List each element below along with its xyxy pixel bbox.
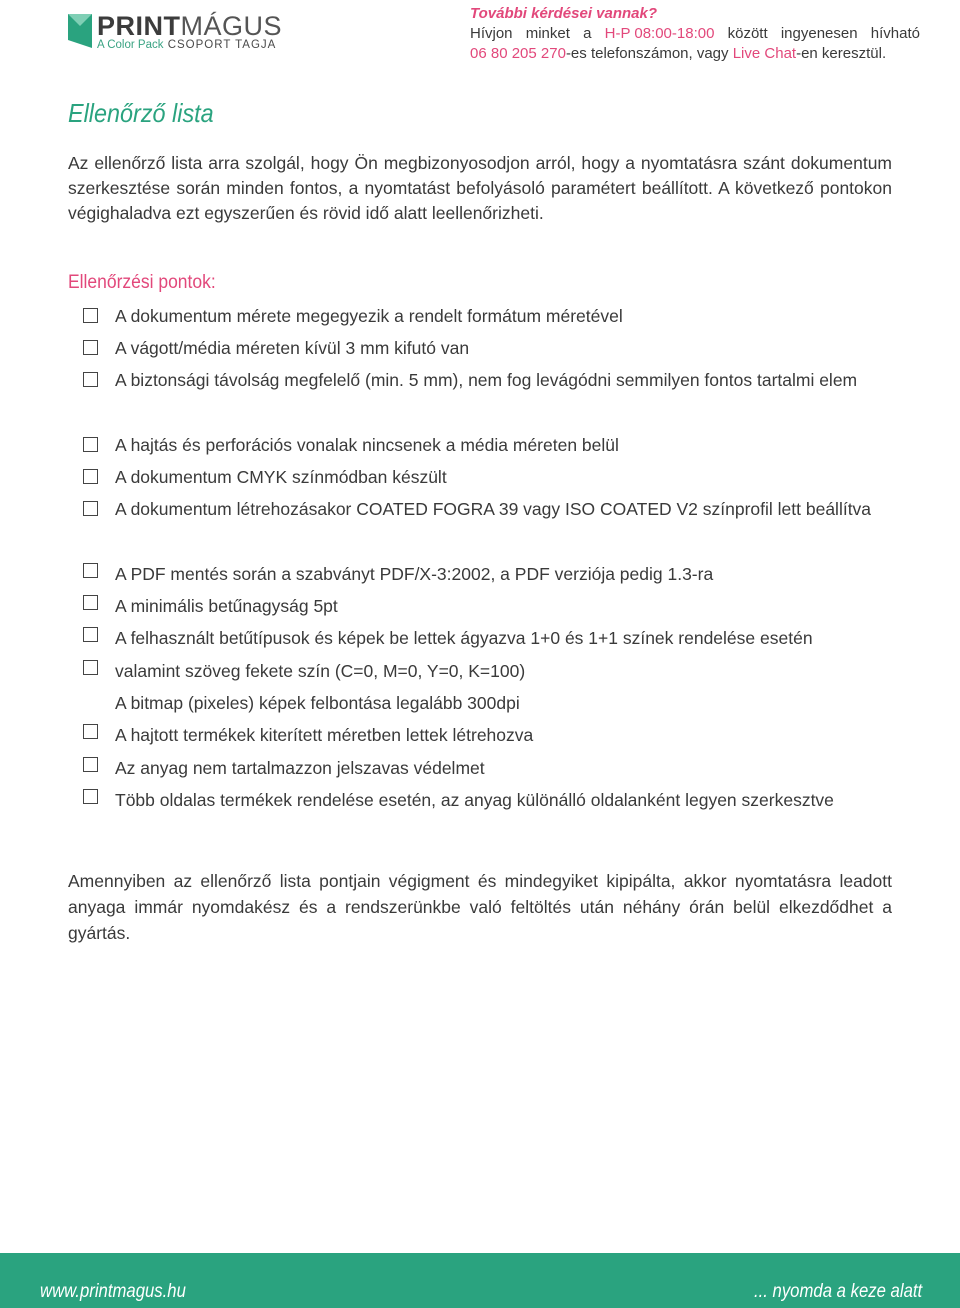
logo-mark-icon [68, 14, 92, 48]
footer-url[interactable]: www.printmagus.hu [40, 1281, 186, 1302]
checkbox[interactable] [83, 789, 98, 804]
contact-hours: H-P 08:00-18:00 [604, 25, 715, 42]
page-title: Ellenőrző lista [68, 98, 214, 128]
contact-question: További kérdései vannak? [470, 5, 658, 22]
outro-paragraph: Amennyiben az ellenőrző lista pontjain végigment és mindegyiket kipipálta, akkor nyomtatásra leadott anyaga immár nyomdakész és a rendszerünkbe való feltöltés után néhány órán belül elkezdődhet a gyártás. [68, 871, 892, 943]
logo-subtitle: A Color Pack CSOPORT TAGJA [97, 39, 277, 51]
live-chat-link[interactable]: Live Chat [732, 45, 797, 62]
checkbox[interactable] [83, 595, 98, 610]
checkbox[interactable] [83, 340, 98, 355]
intro-paragraph: Az ellenőrző lista arra szolgál, hogy Ön megbizonyosodjon arról, hogy a nyomtatásra szánt dokumentum szerkesztése során minden fontos, a nyomtatást befolyásoló paramétert beállított. A következő pontokon végighaladva ezt egyszerűen és rövid idő alatt leellenőrizheti. [68, 153, 892, 223]
printmagus-logo[interactable] [68, 12, 298, 52]
footer-bar [0, 1253, 960, 1308]
checkbox[interactable] [83, 437, 98, 452]
contact-phone[interactable]: 06 80 205 270 [470, 45, 566, 62]
section-title: Ellenőrzési pontok: [68, 272, 216, 293]
logo-wordmark: PRINTMÁGUS [97, 11, 283, 41]
checkbox[interactable] [83, 308, 98, 323]
footer-tagline: ... nyomda a keze alatt [753, 1281, 922, 1302]
contact-phone-line: 06 80 205 270-es telefonszámon, vagy Live Chat-en keresztül. [470, 45, 887, 62]
checkbox[interactable] [83, 469, 98, 484]
contact-hours-line: Hívjon minket a H-P 08:00-18:00 között ingyenesen hívható [470, 25, 920, 42]
checkbox[interactable] [83, 501, 98, 516]
checkbox[interactable] [83, 372, 98, 387]
checkbox[interactable] [83, 757, 98, 772]
checkbox[interactable] [83, 724, 98, 739]
checkbox[interactable] [83, 563, 98, 578]
checkbox[interactable] [83, 660, 98, 675]
contact-info [470, 4, 920, 64]
checkbox[interactable] [83, 627, 98, 642]
